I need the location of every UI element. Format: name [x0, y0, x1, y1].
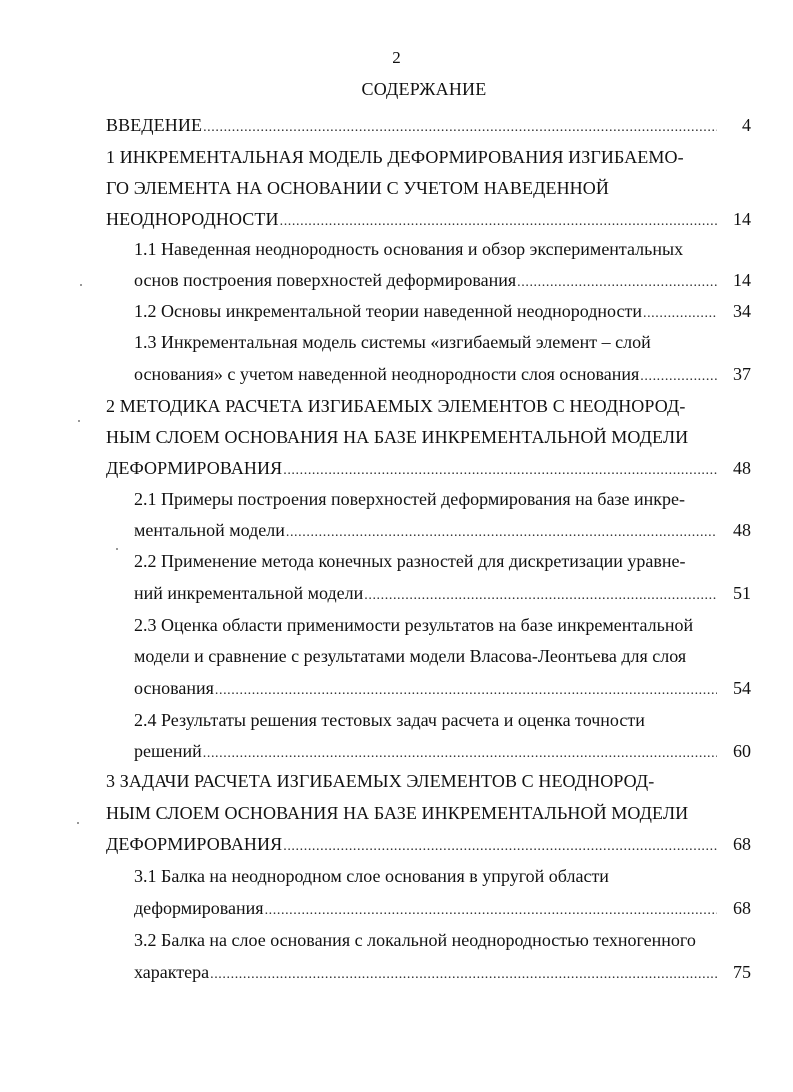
- toc-entry-chapter-2-line-1[interactable]: [106, 394, 685, 418]
- toc-entry-text: ДЕФОРМИРОВАНИЯ: [106, 458, 283, 478]
- toc-entry-page: 14: [733, 270, 751, 290]
- scan-speck: [116, 548, 118, 550]
- toc-entry-text: 1.1 Наведенная неоднородность основания и обзор экспериментальных: [134, 239, 684, 259]
- toc-entry-text: 2.1 Примеры построения поверхностей деформирования на базе инкре-: [134, 489, 686, 509]
- toc-entry-text: ГО ЭЛЕМЕНТА НА ОСНОВАНИИ С УЧЕТОМ НАВЕДЕННОЙ: [106, 178, 609, 198]
- toc-entry-2-4-line-2[interactable]: [134, 739, 751, 763]
- page-number: 2: [392, 48, 401, 67]
- toc-entry-text: ДЕФОРМИРОВАНИЯ: [106, 834, 283, 854]
- toc-entry-3-2-line-1[interactable]: [134, 928, 696, 952]
- toc-entry-2-3-line-2[interactable]: [134, 644, 686, 668]
- toc-entry-1-1-line-1[interactable]: [134, 237, 683, 261]
- toc-entry-page: 48: [733, 458, 751, 478]
- toc-entry-2-3-line-1[interactable]: [134, 613, 693, 637]
- toc-entry-introduction[interactable]: [106, 113, 751, 137]
- toc-entry-text: основания: [134, 678, 214, 698]
- toc-entry-text: характера: [134, 962, 210, 982]
- toc-leader-dots: [640, 365, 717, 389]
- toc-entry-chapter-2-line-2[interactable]: [106, 425, 688, 449]
- toc-entry-text: ментальной модели: [134, 520, 285, 540]
- toc-entry-text: 3.2 Балка на слое основания с локальной неоднородностью техногенного: [134, 930, 696, 950]
- toc-entry-page: 48: [733, 520, 751, 540]
- toc-entry-text: модели и сравнение с результатами модели Власова-Леонтьева для слоя: [134, 646, 687, 666]
- toc-entry-1-3-line-2[interactable]: [134, 362, 751, 386]
- toc-entry-page: 60: [733, 741, 751, 761]
- toc-entry-page: 68: [733, 834, 751, 854]
- toc-leader-dots: [643, 302, 717, 326]
- toc-entry-page: 37: [733, 364, 751, 384]
- toc-entry-2-4-line-1[interactable]: [134, 708, 645, 732]
- toc-entry-1-2[interactable]: [134, 299, 751, 323]
- toc-entry-2-2-line-1[interactable]: [134, 549, 686, 573]
- toc-entry-page: 68: [733, 898, 751, 918]
- toc-entry-3-1-line-1[interactable]: [134, 864, 609, 888]
- toc-entry-text: 3.1 Балка на неоднородном слое основания в упругой области: [134, 866, 609, 886]
- toc-entry-3-2-line-2[interactable]: [134, 960, 751, 984]
- toc-entry-text: НЕОДНОРОДНОСТИ: [106, 209, 279, 229]
- toc-leader-dots: [286, 521, 717, 545]
- scan-speck: [78, 420, 80, 422]
- toc-entry-page: 4: [742, 115, 751, 135]
- toc-entry-text: 1.2 Основы инкрементальной теории наведенной неоднородности: [134, 301, 642, 321]
- toc-entry-2-1-line-1[interactable]: [134, 487, 685, 511]
- toc-entry-text: основания» с учетом наведенной неоднородности слоя основания: [134, 364, 640, 384]
- toc-leader-dots: [210, 963, 717, 987]
- toc-entry-3-1-line-2[interactable]: [134, 896, 751, 920]
- scan-speck: [80, 284, 82, 286]
- toc-leader-dots: [265, 899, 717, 923]
- toc-entry-chapter-1-line-3[interactable]: [106, 207, 751, 231]
- toc-entry-1-3-line-1[interactable]: [134, 330, 651, 354]
- toc-entry-text: решений: [134, 741, 202, 761]
- toc-entry-text: 2.3 Оценка области применимости результатов на базе инкрементальной: [134, 615, 694, 635]
- toc-entry-text: 2.2 Применение метода конечных разностей для дискретизации уравне-: [134, 551, 686, 571]
- toc-entry-page: 34: [733, 301, 751, 321]
- toc-entry-chapter-3-line-1[interactable]: [106, 769, 654, 793]
- toc-title: СОДЕРЖАНИЕ: [361, 79, 487, 99]
- toc-entry-text: 2 МЕТОДИКА РАСЧЕТА ИЗГИБАЕМЫХ ЭЛЕМЕНТОВ С НЕОДНОРОД-: [106, 396, 686, 416]
- toc-leader-dots: [215, 679, 717, 703]
- scan-speck: [77, 822, 79, 824]
- toc-entry-2-3-line-3[interactable]: [134, 676, 751, 700]
- toc-leader-dots: [283, 835, 717, 859]
- toc-leader-dots: [203, 742, 717, 766]
- toc-leader-dots: [364, 584, 717, 608]
- toc-entry-text: основ построения поверхностей деформирования: [134, 270, 517, 290]
- toc-entry-page: 51: [733, 583, 751, 603]
- toc-leader-dots: [280, 210, 717, 234]
- toc-entry-text: ний инкрементальной модели: [134, 583, 364, 603]
- toc-entry-text: 3 ЗАДАЧИ РАСЧЕТА ИЗГИБАЕМЫХ ЭЛЕМЕНТОВ С НЕОДНОРОД-: [106, 771, 655, 791]
- toc-entry-text: НЫМ СЛОЕМ ОСНОВАНИЯ НА БАЗЕ ИНКРЕМЕНТАЛЬНОЙ МОДЕЛИ: [106, 427, 689, 447]
- toc-entry-chapter-1-line-1[interactable]: [106, 145, 684, 169]
- toc-entry-text: ВВЕДЕНИЕ: [106, 115, 203, 135]
- toc-leader-dots: [203, 116, 717, 140]
- toc-leader-dots: [283, 459, 717, 483]
- toc-entry-chapter-1-line-2[interactable]: [106, 176, 609, 200]
- toc-leader-dots: [517, 271, 717, 295]
- toc-entry-chapter-3-line-3[interactable]: [106, 832, 751, 856]
- toc-entry-1-1-line-2[interactable]: [134, 268, 751, 292]
- toc-entry-text: 1 ИНКРЕМЕНТАЛЬНАЯ МОДЕЛЬ ДЕФОРМИРОВАНИЯ ИЗГИБАЕМО-: [106, 147, 684, 167]
- toc-entry-page: 75: [733, 962, 751, 982]
- toc-entry-chapter-3-line-2[interactable]: [106, 801, 688, 825]
- toc-entry-2-2-line-2[interactable]: [134, 581, 751, 605]
- toc-entry-chapter-2-line-3[interactable]: [106, 456, 751, 480]
- toc-entry-page: 54: [733, 678, 751, 698]
- toc-entry-page: 14: [733, 209, 751, 229]
- toc-entry-text: деформирования: [134, 898, 264, 918]
- toc-entry-2-1-line-2[interactable]: [134, 518, 751, 542]
- toc-entry-text: 1.3 Инкрементальная модель системы «изгибаемый элемент – слой: [134, 332, 651, 352]
- toc-entry-text: НЫМ СЛОЕМ ОСНОВАНИЯ НА БАЗЕ ИНКРЕМЕНТАЛЬНОЙ МОДЕЛИ: [106, 803, 689, 823]
- toc-entry-text: 2.4 Результаты решения тестовых задач расчета и оценка точности: [134, 710, 645, 730]
